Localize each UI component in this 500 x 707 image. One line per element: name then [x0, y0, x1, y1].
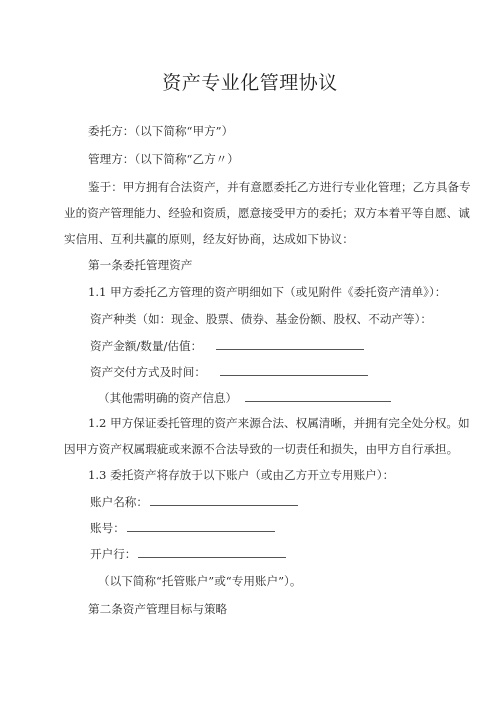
- asset-other-row: [98, 390, 391, 405]
- party-b-line: 管理方：（以下简称“乙方〃）: [88, 152, 239, 166]
- asset-other-label: （其他需明确的资产信息）: [98, 391, 238, 405]
- account-no-label: 账号：: [90, 521, 125, 535]
- bank-blank: [138, 546, 286, 558]
- account-name-row: [90, 494, 298, 509]
- party-a-line: 委托方：（以下简称“甲方”）: [88, 124, 234, 138]
- bank-label: 开户行：: [90, 547, 137, 561]
- asset-delivery-label: 资产交付方式及时间：: [90, 365, 206, 379]
- account-name-label: 账户名称：: [90, 495, 148, 509]
- clause-1-1: 1.1 甲方委托乙方管理的资产明细如下（或见附件《委托资产清单》）：: [88, 285, 447, 299]
- asset-amount-label: 资产金额/数量/估值：: [90, 339, 203, 353]
- document-title: 资产专业化管理协议: [162, 72, 338, 94]
- preamble-line-1: 鉴于：甲方拥有合法资产，并有意愿委托乙方进行专业化管理；乙方具备专: [88, 180, 471, 194]
- account-name-blank: [150, 494, 298, 506]
- asset-delivery-row: [90, 364, 368, 379]
- asset-delivery-blank: [220, 364, 368, 376]
- asset-type-line: 资产种类（如：现金、股票、债券、基金份额、股权、不动产等）：: [90, 312, 433, 326]
- account-no-row: [90, 520, 275, 535]
- clause-1-2-line-2: 因甲方资产权属瑕疵或来源不合法导致的一切责任和损失，由甲方自行承担。: [64, 442, 459, 456]
- asset-other-blank: [245, 390, 391, 402]
- preamble-line-2: 业的资产管理能力、经验和资质，愿意接受甲方的委托；双方本着平等自愿、诚: [64, 206, 470, 220]
- account-no-blank: [127, 520, 275, 532]
- asset-amount-blank: [216, 338, 364, 350]
- article-1-title: 第一条委托管理资产: [88, 258, 193, 272]
- asset-amount-row: [90, 338, 364, 353]
- clause-1-3: 1.3 委托资产将存放于以下账户（或由乙方开立专用账户）：: [88, 468, 395, 482]
- preamble-line-3: 实信用、互利共赢的原则，经友好协商，达成如下协议：: [64, 232, 354, 246]
- article-2-title: 第二条资产管理目标与策略: [88, 602, 228, 616]
- bank-row: [90, 546, 286, 561]
- clause-1-2-line-1: 1.2 甲方保证委托管理的资产来源合法、权属清晰，并拥有完全处分权。如: [88, 416, 470, 430]
- account-note: （以下简称“托管账户”或“专用账户”）。: [98, 574, 302, 588]
